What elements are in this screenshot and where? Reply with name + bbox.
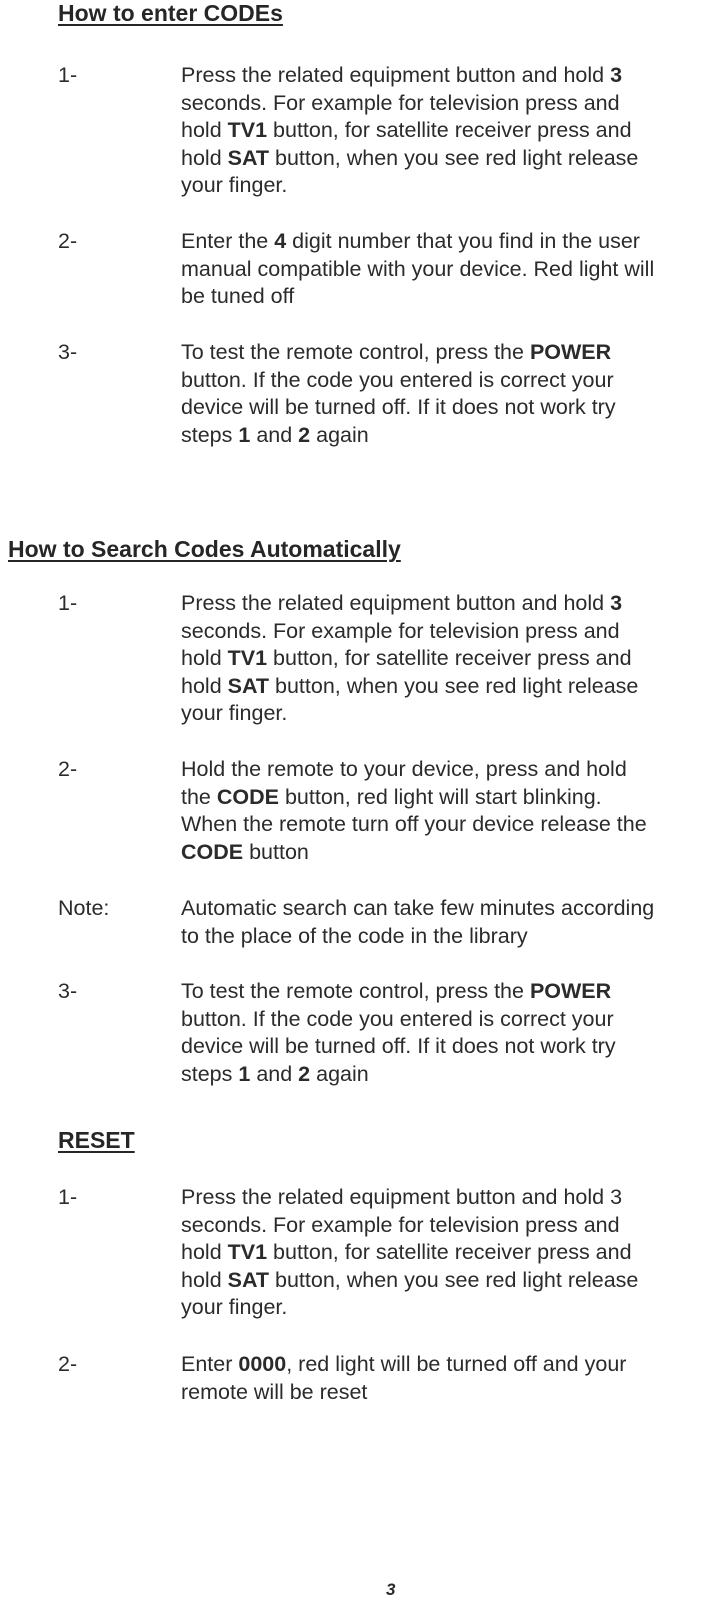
text-line xyxy=(181,90,721,118)
text-run: button, for satellite receiver press and xyxy=(267,1240,632,1264)
text-run: steps xyxy=(181,422,239,447)
text-line xyxy=(181,339,721,367)
step-label: 3- xyxy=(58,979,78,1003)
bold-term: POWER xyxy=(529,979,612,1003)
note-text xyxy=(181,895,721,950)
text-line xyxy=(181,811,721,839)
text-run: seconds. For example for television press and xyxy=(181,90,620,115)
text-line xyxy=(181,839,721,867)
step-label: 3- xyxy=(58,340,78,364)
bold-term: CODE xyxy=(216,784,279,809)
text-run: device will be turned off. If it does not work try xyxy=(181,1034,616,1058)
text-run: hold xyxy=(181,646,228,670)
text-run: hold xyxy=(181,1240,228,1264)
text-run: the xyxy=(181,784,217,809)
text-line xyxy=(181,618,721,646)
note-label: Note: xyxy=(58,896,110,920)
text-line xyxy=(181,645,721,673)
step-text xyxy=(181,62,721,200)
text-run: , red light will be turned off and your xyxy=(286,1352,627,1376)
text-line xyxy=(181,62,721,90)
text-line xyxy=(181,590,721,618)
text-run: Automatic search can take few minutes according xyxy=(181,896,655,920)
text-line xyxy=(181,784,721,812)
text-run: Press the related equipment button and hold xyxy=(181,63,611,87)
text-line xyxy=(181,422,721,450)
page-number: 3 xyxy=(386,1580,396,1599)
text-run: hold xyxy=(181,118,228,142)
step-text xyxy=(181,1184,721,1322)
text-run: button, when you see red light release xyxy=(269,1267,639,1292)
text-run: again xyxy=(310,1061,369,1086)
text-line xyxy=(181,1267,721,1295)
bold-term: TV1 xyxy=(227,1240,268,1264)
text-line xyxy=(181,228,721,256)
bold-term: 4 xyxy=(274,229,287,253)
text-run: again xyxy=(310,422,369,447)
step-text xyxy=(181,1351,721,1406)
text-run: button, red light will start blinking. xyxy=(279,784,602,809)
bold-term: 3 xyxy=(610,591,623,615)
text-line xyxy=(181,1351,721,1379)
text-line xyxy=(181,172,721,200)
step-label: 1- xyxy=(58,63,78,87)
text-line xyxy=(181,756,721,784)
text-line xyxy=(181,895,721,923)
bold-term: SAT xyxy=(227,673,270,698)
step-label: 1- xyxy=(58,591,78,615)
bold-term: 0000 xyxy=(238,1352,287,1376)
heading-reset: RESET xyxy=(58,1127,135,1153)
step-text xyxy=(181,978,721,1088)
text-line xyxy=(181,1033,721,1061)
text-run: seconds. For example for television press and xyxy=(181,618,620,643)
text-run: steps xyxy=(181,1061,239,1086)
bold-term: 2 xyxy=(298,422,311,447)
text-line xyxy=(181,1212,721,1240)
text-run: seconds. For example for television press and xyxy=(181,1212,620,1237)
text-run: Enter xyxy=(181,1352,239,1376)
text-run: your finger. xyxy=(181,1295,288,1319)
text-line xyxy=(181,367,721,395)
step-text xyxy=(181,339,721,449)
bold-term: SAT xyxy=(227,1267,270,1292)
bold-term: 2 xyxy=(298,1061,311,1086)
bold-term: CODE xyxy=(181,839,244,864)
text-run: To test the remote control, press the xyxy=(181,340,530,364)
text-run: device will be turned off. If it does not work try xyxy=(181,395,616,419)
bold-term: TV1 xyxy=(227,118,268,142)
text-run: to the place of the code in the library xyxy=(181,923,528,948)
step-label: 2- xyxy=(58,757,78,781)
text-run: button, when you see red light release xyxy=(269,145,639,170)
text-run: button xyxy=(243,839,309,864)
step-text xyxy=(181,228,721,311)
text-run: To test the remote control, press the xyxy=(181,979,530,1003)
step-label: 1- xyxy=(58,1185,78,1209)
text-run: button. If the code you entered is correct your xyxy=(181,1006,614,1031)
text-run: hold xyxy=(181,1267,228,1292)
text-line xyxy=(181,145,721,173)
text-run: your finger. xyxy=(181,173,288,197)
text-line xyxy=(181,1379,721,1407)
step-text xyxy=(181,756,721,866)
bold-term: 1 xyxy=(238,1061,251,1086)
text-run: digit number that you find in the user xyxy=(286,229,640,253)
text-line xyxy=(181,1239,721,1267)
text-run: your finger. xyxy=(181,701,288,725)
text-run: and xyxy=(250,422,299,447)
text-line xyxy=(181,283,721,311)
text-run: remote will be reset xyxy=(181,1379,368,1404)
text-line xyxy=(181,1294,721,1322)
text-run: Press the related equipment button and hold 3 xyxy=(181,1185,623,1209)
heading-search-codes: How to Search Codes Automatically xyxy=(8,536,401,562)
text-line xyxy=(181,978,721,1006)
text-line xyxy=(181,673,721,701)
text-run: hold xyxy=(181,673,228,698)
bold-term: 1 xyxy=(238,422,251,447)
bold-term: 3 xyxy=(610,63,623,87)
text-line xyxy=(181,700,721,728)
text-run: button, for satellite receiver press and xyxy=(267,118,632,142)
text-run: be tuned off xyxy=(181,284,295,308)
text-run: button. If the code you entered is correct your xyxy=(181,367,614,392)
heading-enter-codes: How to enter CODEs xyxy=(58,0,283,26)
text-run: button, when you see red light release xyxy=(269,673,639,698)
step-text xyxy=(181,590,721,728)
text-run: button, for satellite receiver press and xyxy=(267,646,632,670)
text-run: Hold the remote to your device, press and hold xyxy=(181,757,627,781)
text-line xyxy=(181,1184,721,1212)
text-run: hold xyxy=(181,145,228,170)
text-run: manual compatible with your device. Red light will xyxy=(181,256,655,281)
text-run: When the remote turn off your device release the xyxy=(181,812,647,836)
text-run: and xyxy=(250,1061,299,1086)
text-run: Enter the xyxy=(181,229,275,253)
bold-term: SAT xyxy=(227,145,270,170)
text-line xyxy=(181,1061,721,1089)
text-line xyxy=(181,923,721,951)
text-line xyxy=(181,117,721,145)
bold-term: TV1 xyxy=(227,646,268,670)
step-label: 2- xyxy=(58,229,78,253)
text-line xyxy=(181,1006,721,1034)
text-line xyxy=(181,256,721,284)
text-line xyxy=(181,394,721,422)
bold-term: POWER xyxy=(529,340,612,364)
step-label: 2- xyxy=(58,1352,78,1376)
text-run: Press the related equipment button and hold xyxy=(181,591,611,615)
